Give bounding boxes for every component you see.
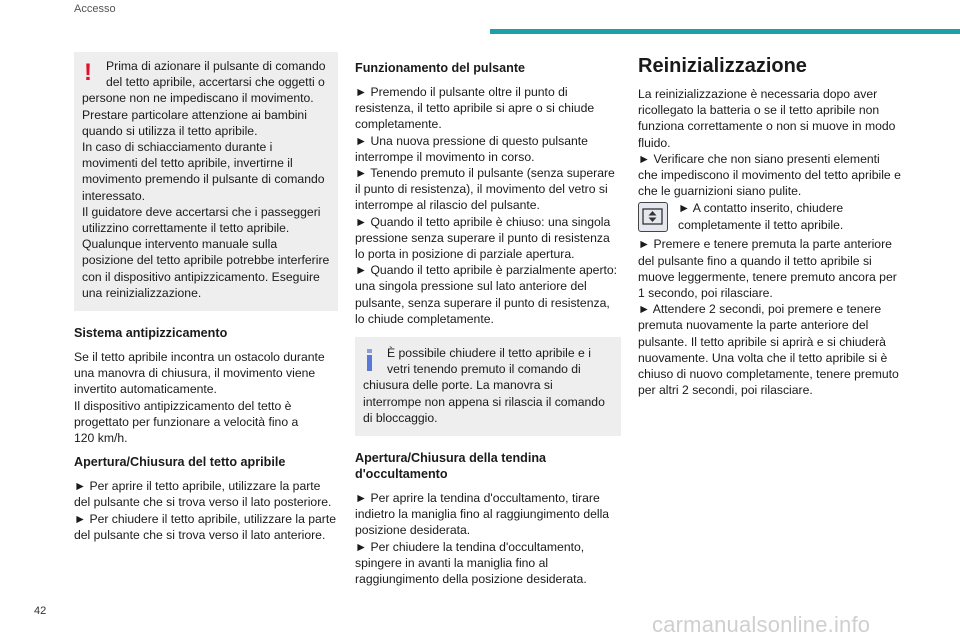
text-line: ► Per chiudere la tendina d'occultamento, <box>355 539 585 554</box>
text-line: del pulsante che si trova verso il lato posteriore. <box>74 495 332 510</box>
text-line: utilizzino correttamente il tetto apribile. <box>82 221 290 236</box>
info-box <box>355 337 621 436</box>
text-line: ► Tenendo premuto il pulsante (senza superare <box>355 166 615 181</box>
text-line: ► Per aprire la tendina d'occultamento, tirare <box>355 491 600 506</box>
open-close-text <box>74 478 338 543</box>
text-line: completamente il tetto apribile. <box>678 217 844 232</box>
text-line: 1 secondo, poi rilasciare. <box>638 286 773 301</box>
text-line: ► Quando il tetto apribile è parzialmente aperto: <box>355 263 618 278</box>
text-line: che le guarnizioni siano pulite. <box>638 184 802 199</box>
text-line: vetri tenendo premuto il comando di <box>387 362 581 377</box>
button-operation-text <box>355 84 621 327</box>
text-line: muove leggermente, tenere premuto ancora per <box>638 269 897 284</box>
text-line: di bloccaggio. <box>363 410 438 425</box>
text-line: Prima di azionare il pulsante di comando <box>106 59 326 73</box>
sunroof-button-icon <box>638 202 668 232</box>
info-text <box>363 345 613 426</box>
text-line: lo porta in posizione di parziale apertura. <box>355 247 575 262</box>
text-line: Prestare particolare attenzione ai bambini <box>82 107 307 122</box>
text-line: quando si utilizza il tetto apribile. <box>82 123 258 138</box>
anti-pinch-text <box>74 349 338 446</box>
text-line: fluido. <box>638 135 671 150</box>
text-line: ► Attendere 2 secondi, poi premere e tenere <box>638 302 882 317</box>
text-line: chiuso di nuovo completamente, tenere premuto <box>638 367 899 382</box>
warning-box <box>74 52 338 311</box>
text-line: ► Verificare che non siano presenti elementi <box>638 151 880 166</box>
text-line: ► Premendo il pulsante oltre il punto di <box>355 85 568 99</box>
text-line: d'occultamento <box>355 467 448 482</box>
text-line: interessato. <box>82 188 146 203</box>
text-line: persone non ne impediscano il movimento. <box>82 91 314 106</box>
text-line: invertito automaticamente. <box>74 382 217 397</box>
text-line: Il guidatore deve accertarsi che i passeggeri <box>82 204 321 219</box>
reinit-steps-text <box>638 236 902 398</box>
text-line: posizione del tetto apribile potrebbe interferire <box>82 253 330 268</box>
text-line: una manovra di chiusura, il movimento viene <box>74 366 316 381</box>
warning-text <box>82 58 330 301</box>
text-line: movimento premendo il pulsante di comando <box>82 172 325 187</box>
section-title: Accesso <box>74 3 116 15</box>
text-line: ► Premere e tenere premuta la parte anteriore <box>638 237 892 252</box>
text-line: Qualunque intervento manuale sulla <box>82 237 278 252</box>
text-line: del tetto apribile, accertarsi che oggetti o <box>106 75 325 90</box>
text-line: progettato per funzionare a velocità fino a <box>74 414 299 429</box>
text-line: ► Una nuova pressione di questo pulsante <box>355 133 588 148</box>
text-line: il punto di resistenza), il movimento del vetro si <box>355 182 608 197</box>
blind-heading <box>355 450 621 482</box>
text-line: interrompe al rilascio del pulsante. <box>355 198 540 213</box>
blind-text <box>355 490 621 587</box>
roof-close-step <box>638 200 902 234</box>
text-line: movimenti del tetto apribile, invertirne il <box>82 156 293 171</box>
text-line: del pulsante che si trova verso il lato anteriore. <box>74 527 326 542</box>
column-left <box>74 52 338 543</box>
reinit-intro-text <box>638 86 902 199</box>
anti-pinch-heading: Sistema antipizzicamento <box>74 326 228 341</box>
text-line: resistenza, il tetto apribile si apre o si chiude <box>355 101 595 116</box>
text-line: che impediscono il movimento del tetto apribile e <box>638 168 901 183</box>
text-line: ► A contatto inserito, chiudere <box>678 201 844 216</box>
text-line: Apertura/Chiusura della tendina <box>355 451 547 466</box>
text-line: per altri 2 secondi, poi rilasciare. <box>638 383 813 398</box>
section-accent-bar <box>490 29 960 34</box>
text-line: pulsante, senza superare il punto di resistenza, <box>355 295 610 310</box>
page-number: 42 <box>34 605 47 617</box>
text-line: funziona correttamente o non si muove in modo <box>638 119 896 134</box>
text-line: interrompe non appena si rilascia il comando <box>363 394 605 409</box>
text-line: ► Per aprire il tetto apribile, utilizzare la parte <box>74 479 321 494</box>
column-right <box>638 52 902 398</box>
text-line: pulsante. Il tetto apribile si aprirà e si chiuderà <box>638 334 886 349</box>
text-line: indietro la maniglia fino al raggiungimento della <box>355 507 610 522</box>
text-line: raggiungimento della posizione desiderata. <box>355 572 587 587</box>
text-line: ► Quando il tetto apribile è chiuso: una singola <box>355 214 611 229</box>
text-line: ► Per chiudere il tetto apribile, utilizzare la parte <box>74 511 337 526</box>
open-close-heading: Apertura/Chiusura del tetto apribile <box>74 455 286 470</box>
text-line: lo chiude completamente. <box>355 311 494 326</box>
text-line: con il dispositivo antipizzicamento. Eseguire <box>82 269 320 284</box>
text-line: posizione desiderata. <box>355 523 471 538</box>
text-line: interrompe il movimento in corso. <box>355 149 535 164</box>
text-line: La reinizializzazione è necessaria dopo aver <box>638 87 878 101</box>
text-line: In caso di schiacciamento durante i <box>82 140 273 155</box>
text-line: nuovamente. Una volta che il tetto apribile si è <box>638 350 888 365</box>
text-line: premuta nuovamente la parte anteriore del <box>638 318 869 333</box>
text-line: spingere in avanti la maniglia fino al <box>355 555 549 570</box>
exclamation-icon: ! <box>84 59 92 86</box>
text-line: pressione senza superare il punto di resistenza <box>355 230 610 245</box>
text-line: una reinizializzazione. <box>82 285 202 300</box>
text-line: È possibile chiudere il tetto apribile e i <box>387 346 591 361</box>
watermark: carmanualsonline.info <box>652 612 871 637</box>
roof-close-text <box>678 200 902 232</box>
text-line: una singola pressione sul lato anteriore del <box>355 279 587 294</box>
button-operation-heading: Funzionamento del pulsante <box>355 61 526 75</box>
info-icon <box>367 349 372 371</box>
text-line: completamente. <box>355 117 442 132</box>
reinit-heading: Reinizializzazione <box>638 55 807 77</box>
text-line: 120 km/h. <box>74 431 128 446</box>
text-line: Il dispositivo antipizzicamento del tetto è <box>74 398 292 413</box>
column-middle <box>355 60 621 587</box>
text-line: chiusura delle porte. La manovra si <box>363 378 553 393</box>
text-line: Se il tetto apribile incontra un ostacolo durante <box>74 350 325 365</box>
text-line: ricollegato la batteria o se il tetto apribile non <box>638 103 880 118</box>
text-line: del pulsante fino a quando il tetto apribile si <box>638 253 872 268</box>
